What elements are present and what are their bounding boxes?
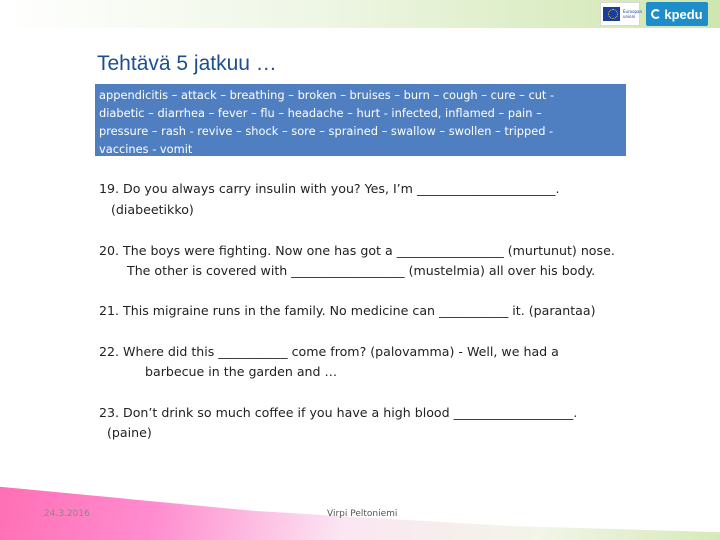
eu-logo-text: Euroopan unioni: [623, 9, 643, 19]
kpedu-logo: [646, 2, 708, 26]
question-19-hint: (diabeetikko): [111, 202, 194, 217]
word-list-line: vaccines - vomit: [99, 142, 193, 156]
question-23-hint: (paine): [107, 425, 152, 440]
question-22: 22. Where did this ___________ come from? (palovamma) - Well, we had a: [99, 344, 559, 359]
question-20: 20. The boys were fighting. Now one has got a _________________ (murtunut) nose.: [99, 243, 615, 258]
word-list-line: appendicitis – attack – breathing – broken – bruises – burn – cough – cure – cut -: [99, 88, 555, 102]
question-20-continuation: The other is covered with __________________ (mustelmia) all over his body.: [127, 263, 596, 278]
footer-date: 24.3.2016: [44, 509, 90, 519]
header-logos: [600, 2, 708, 26]
slide-title: Tehtävä 5 jatkuu …: [97, 52, 277, 75]
kpedu-logo-text: kpedu: [664, 6, 703, 22]
word-list-line: pressure – rash - revive – shock – sore – sprained – swallow – swollen – tripped -: [99, 124, 554, 138]
eu-logo: [600, 2, 643, 26]
question-21: 21. This migraine runs in the family. No medicine can ___________ it. (parantaa): [99, 303, 596, 318]
kpedu-mark-icon: [651, 9, 661, 19]
word-list-box: [95, 84, 626, 156]
question-23: 23. Don’t drink so much coffee if you have a high blood ___________________.: [99, 405, 578, 420]
question-19: 19. Do you always carry insulin with you? Yes, I’m ______________________.: [99, 181, 560, 196]
question-22-continuation: barbecue in the garden and …: [145, 364, 338, 379]
footer-author: Virpi Peltoniemi: [327, 509, 398, 519]
word-list-line: diabetic – diarrhea – fever – flu – headache – hurt - infected, inflamed – pain –: [99, 106, 542, 120]
bottom-band: [0, 475, 720, 540]
eu-flag-icon: [603, 7, 620, 21]
